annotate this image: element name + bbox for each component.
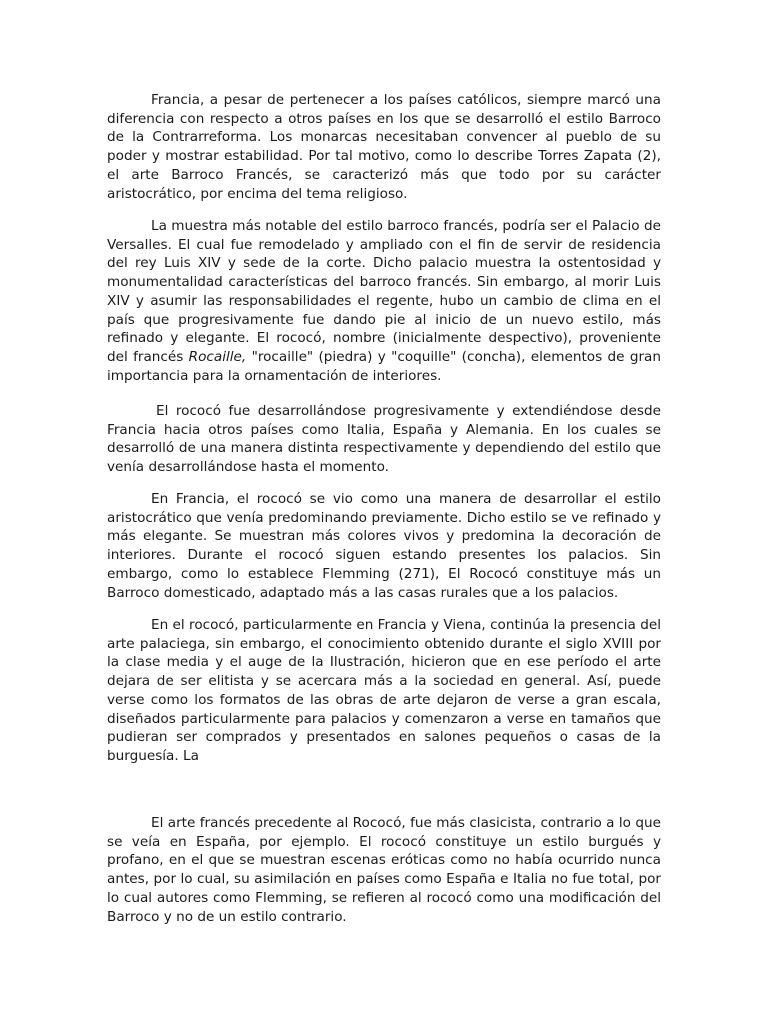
paragraph-rococo-france: En Francia, el rococó se vio como una manera de desarrollar el estilo aristocrático que venía predominando previamente. Dicho estilo se ve refinado y más elegante. Se muestran más colores vivos y predomina la decoración de interiores. Durante el rococó siguen estando presentes los palacios. Sin embargo, como lo establece Flemming (271), El Rococó constituye más un Barroco domesticado, adaptado más a las casas rurales que a los palacios. bbox=[107, 491, 661, 601]
paragraph-versailles bbox=[107, 217, 661, 385]
paragraph-versailles-text-end: "rocaille" (piedra) y "coquille" (concha), elementos de gran importancia para la ornamentación de interiores. bbox=[107, 348, 661, 384]
paragraph-versailles-text: La muestra más notable del estilo barroco francés, podría ser el Palacio de Versalles. El cual fue remodelado y ampliado con el fin de servir de residencia del rey Luis XIV y sede de la corte. Dicho palacio muestra la ostentosidad y monumentalidad características del barroco francés. Sin embargo, al morir Luis XIV y asumir las responsabilidades el regente, hubo un cambio de clima en el país que progresivamente fue dando pie al inicio de un nuevo estilo, más refinado y elegante. El rococó, nombre (inicialmente despectivo), proveniente del francés bbox=[107, 218, 661, 365]
paragraph-classicism-contrast: El arte francés precedente al Rococó, fue más clasicista, contrario a lo que se veía en España, por ejemplo. El rococó constituye un estilo burgués y profano, en el que se muestran escenas eróticas como no había ocurrido nunca antes, por lo cual, su asimilación en países como España e Italia no fue total, por lo cual autores como Flemming, se refieren al rococó como una modificación del Barroco y no de un estilo contrario. bbox=[107, 815, 661, 925]
paragraph-rococo-bourgeoisie: En el rococó, particularmente en Francia y Viena, continúa la presencia del arte palaciega, sin embargo, el conocimiento obtenido durante el siglo XVIII por la clase media y el auge de la Ilustración, hicieron que en ese período el arte dejara de ser elitista y se acercara más a la sociedad en general. Así, puede verse como los formatos de las obras de arte dejaron de verse a gran escala, diseñados particularmente para palacios y comenzaron a verse en tamaños que pudieran ser comprados y presentados en salones pequeños o casas de la burguesía. La bbox=[107, 617, 661, 764]
paragraph-versailles-italic-term: Rocaille, bbox=[188, 348, 247, 365]
paragraph-rococo-spread: El rococó fue desarrollándose progresivamente y extendiéndose desde Francia hacia otros países como Italia, España y Alemania. En los cuales se desarrolló de una manera distinta respectivamente y dependiendo del estilo que venía desarrollándose hasta el momento. bbox=[107, 403, 661, 476]
paragraph-french-baroque: Francia, a pesar de pertenecer a los países católicos, siempre marcó una diferencia con respecto a otros países en los que se desarrolló el estilo Barroco de la Contrarreforma. Los monarcas necesitaban convencer al pueblo de su poder y mostrar estabilidad. Por tal motivo, como lo describe Torres Zapata (2), el arte Barroco Francés, se caracterizó más que todo por su carácter aristocrático, por encima del tema religioso. bbox=[107, 92, 661, 202]
